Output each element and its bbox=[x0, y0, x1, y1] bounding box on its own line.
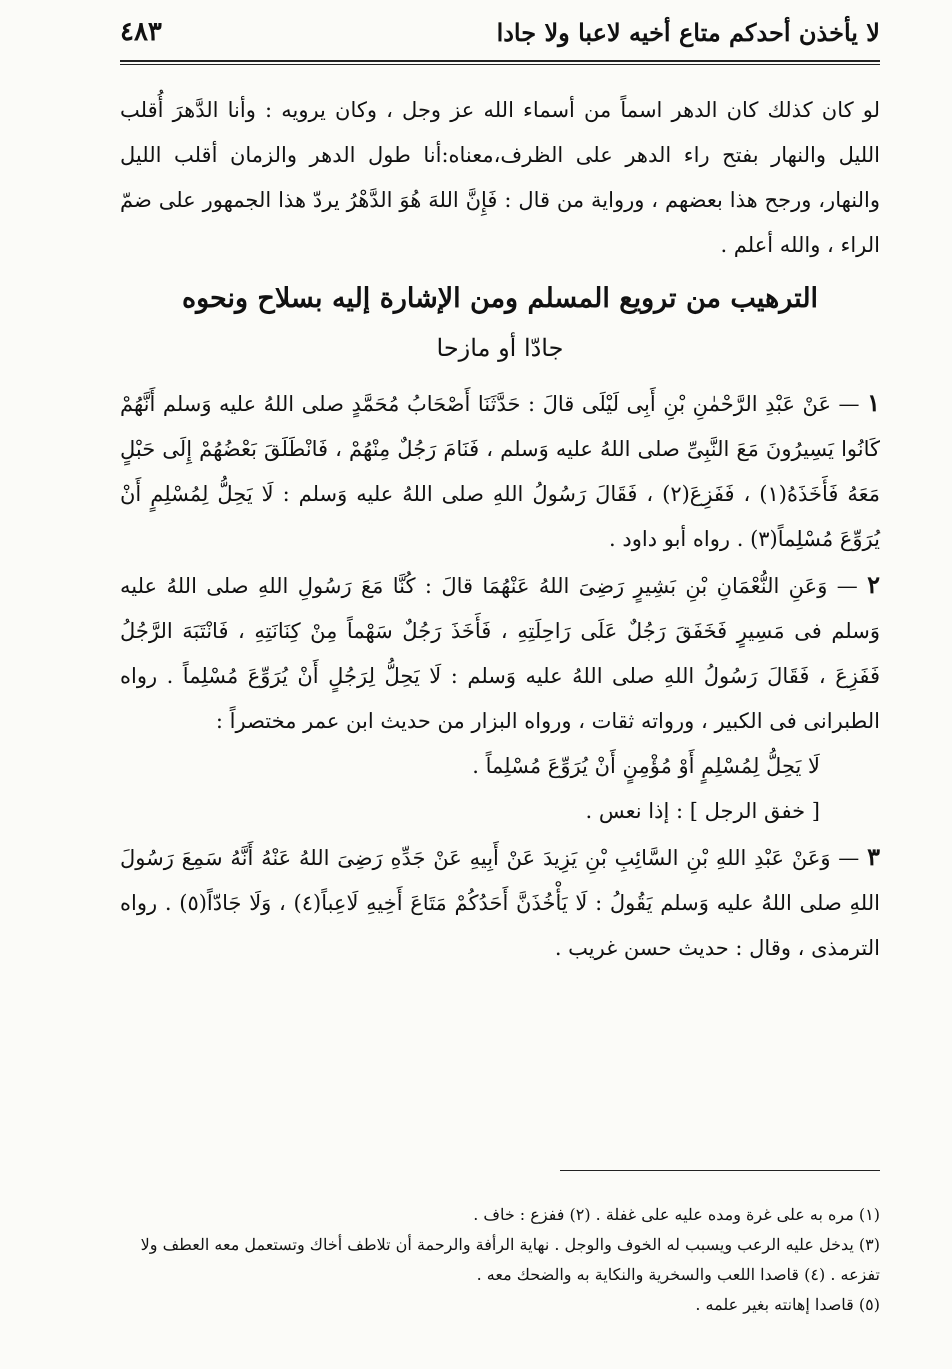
footnote: (٣) يدخل عليه الرعب ويسبب له الخوف والوجل . نهاية الرأفة والرحمة أن تلاطف أخاك وتستعمل معه العطف ولا تفزعه . (٤) قاصدا اللعب والسخرية والنكاية به والضحك معه . bbox=[140, 1235, 880, 1284]
page-number: ٤٨٣ bbox=[120, 17, 162, 47]
document-page bbox=[120, 0, 880, 1369]
footnote: (١) مره به على غرة ومده عليه على غفلة . (٢) ففزع : خاف . bbox=[473, 1205, 880, 1224]
hadith-gloss: [ خفق الرجل ] : إذا نعس . bbox=[585, 799, 820, 823]
hadith-number: ٢ bbox=[867, 570, 880, 599]
hadith-3 bbox=[120, 834, 880, 971]
running-header bbox=[120, 12, 880, 52]
section-subheading: جادّا أو مازحا bbox=[436, 334, 564, 362]
footnote: (٥) قاصدا إهانته بغير علمه . bbox=[695, 1295, 880, 1314]
hadith-text: — عَنْ عَبْدِ الرَّحْمٰنِ بْنِ أَبِى لَيْلَى قالَ : حَدَّثَنَا أَصْحَابُ مُحَمَّدٍ صلى اللهُ عليه وَسلم أَنَّهُمْ كَانُوا يَسِيرُونَ مَعَ النَّبِىِّ صلى اللهُ عليه وَسلم ، فَنَامَ رَجُلٌ مِنْهُمْ ، فَانْطَلَقَ بَعْضُهُمْ إِلَى حَبْلٍ مَعَهُ فَأَخَذَهُ(١) ، فَفَزِعَ(٢) ، فَقَالَ رَسُولُ اللهِ صلى اللهُ عليه وَسلم : لَا يَحِلُّ لِمُسْلِمٍ أَنْ يُرَوِّعَ مُسْلِماً(٣) . رواه أبو داود . bbox=[120, 392, 880, 551]
hadith-text: — وَعَنْ عَبْدِ اللهِ بْنِ السَّائِبِ بْنِ يَزِيدَ عَنْ أَبِيهِ عَنْ جَدِّهِ رَضِىَ اللهُ عَنْهُ أَنَّهُ سَمِعَ رَسُولَ اللهِ صلى اللهُ عليه وَسلم يَقُولُ : لَا يَأْخُذَنَّ أَحَدُكُمْ مَتَاعَ أَخِيهِ لَاعِباً(٤) ، وَلَا جَادّاً(٥) . رواه الترمذى ، وقال : حديث حسن غريب . bbox=[120, 846, 880, 960]
hadith-2 bbox=[120, 562, 880, 744]
hadith-quote: لَا يَحِلُّ لِمُسْلِمٍ أَوْ مُؤْمِنٍ أَنْ يُرَوِّعَ مُسْلِماً . bbox=[472, 754, 820, 778]
hadith-text: — وَعَنِ النُّعْمَانِ بْنِ بَشِيرٍ رَضِىَ اللهُ عَنْهُمَا قالَ : كُنَّا مَعَ رَسُولِ اللهِ صلى اللهُ عليه وَسلم فى مَسِيرٍ فَخَفَقَ رَجُلٌ عَلَى رَاحِلَتِهِ ، فَأَخَذَ رَجُلٌ سَهْماً مِنْ كِنَانَتِهِ ، فَانْتَبَهَ الرَّجُلُ فَفَزِعَ ، فَقَالَ رَسُولُ اللهِ صلى اللهُ عليه وَسلم : لَا يَحِلُّ لِرَجُلٍ أَنْ يُرَوِّعَ مُسْلِماً . رواه الطبرانى فى الكبير ، ورواته ثقات ، ورواه البزار من حديث ابن عمر مختصراً : bbox=[120, 574, 880, 733]
footnotes bbox=[120, 1200, 880, 1320]
footnote-rule bbox=[560, 1170, 880, 1171]
hadith-number: ٣ bbox=[867, 842, 880, 871]
header-rule bbox=[120, 60, 880, 65]
intro-paragraph: لو كان كذلك كان الدهر اسماً من أسماء الله عز وجل ، وكان يرويه : وأنا الدَّهرَ أُقلب الليل والنهار بفتح راء الدهر على الظرف،معناه:أنا طول الدهر والزمان أقلب الليل والنهار، ورجح هذا بعضهم ، ورواية من قال : فَإِنَّ اللهَ هُوَ الدَّهْرُ يردّ هذا الجمهور على ضمّ الراء ، والله أعلم . bbox=[120, 98, 880, 257]
main-text bbox=[120, 88, 880, 971]
hadith-number: ١ bbox=[867, 388, 880, 417]
section-heading: الترهيب من ترويع المسلم ومن الإشارة إليه بسلاح ونحوه bbox=[181, 283, 819, 314]
header-title: لا يأخذن أحدكم متاع أخيه لاعبا ولا جادا bbox=[496, 17, 880, 47]
hadith-1 bbox=[120, 380, 880, 562]
